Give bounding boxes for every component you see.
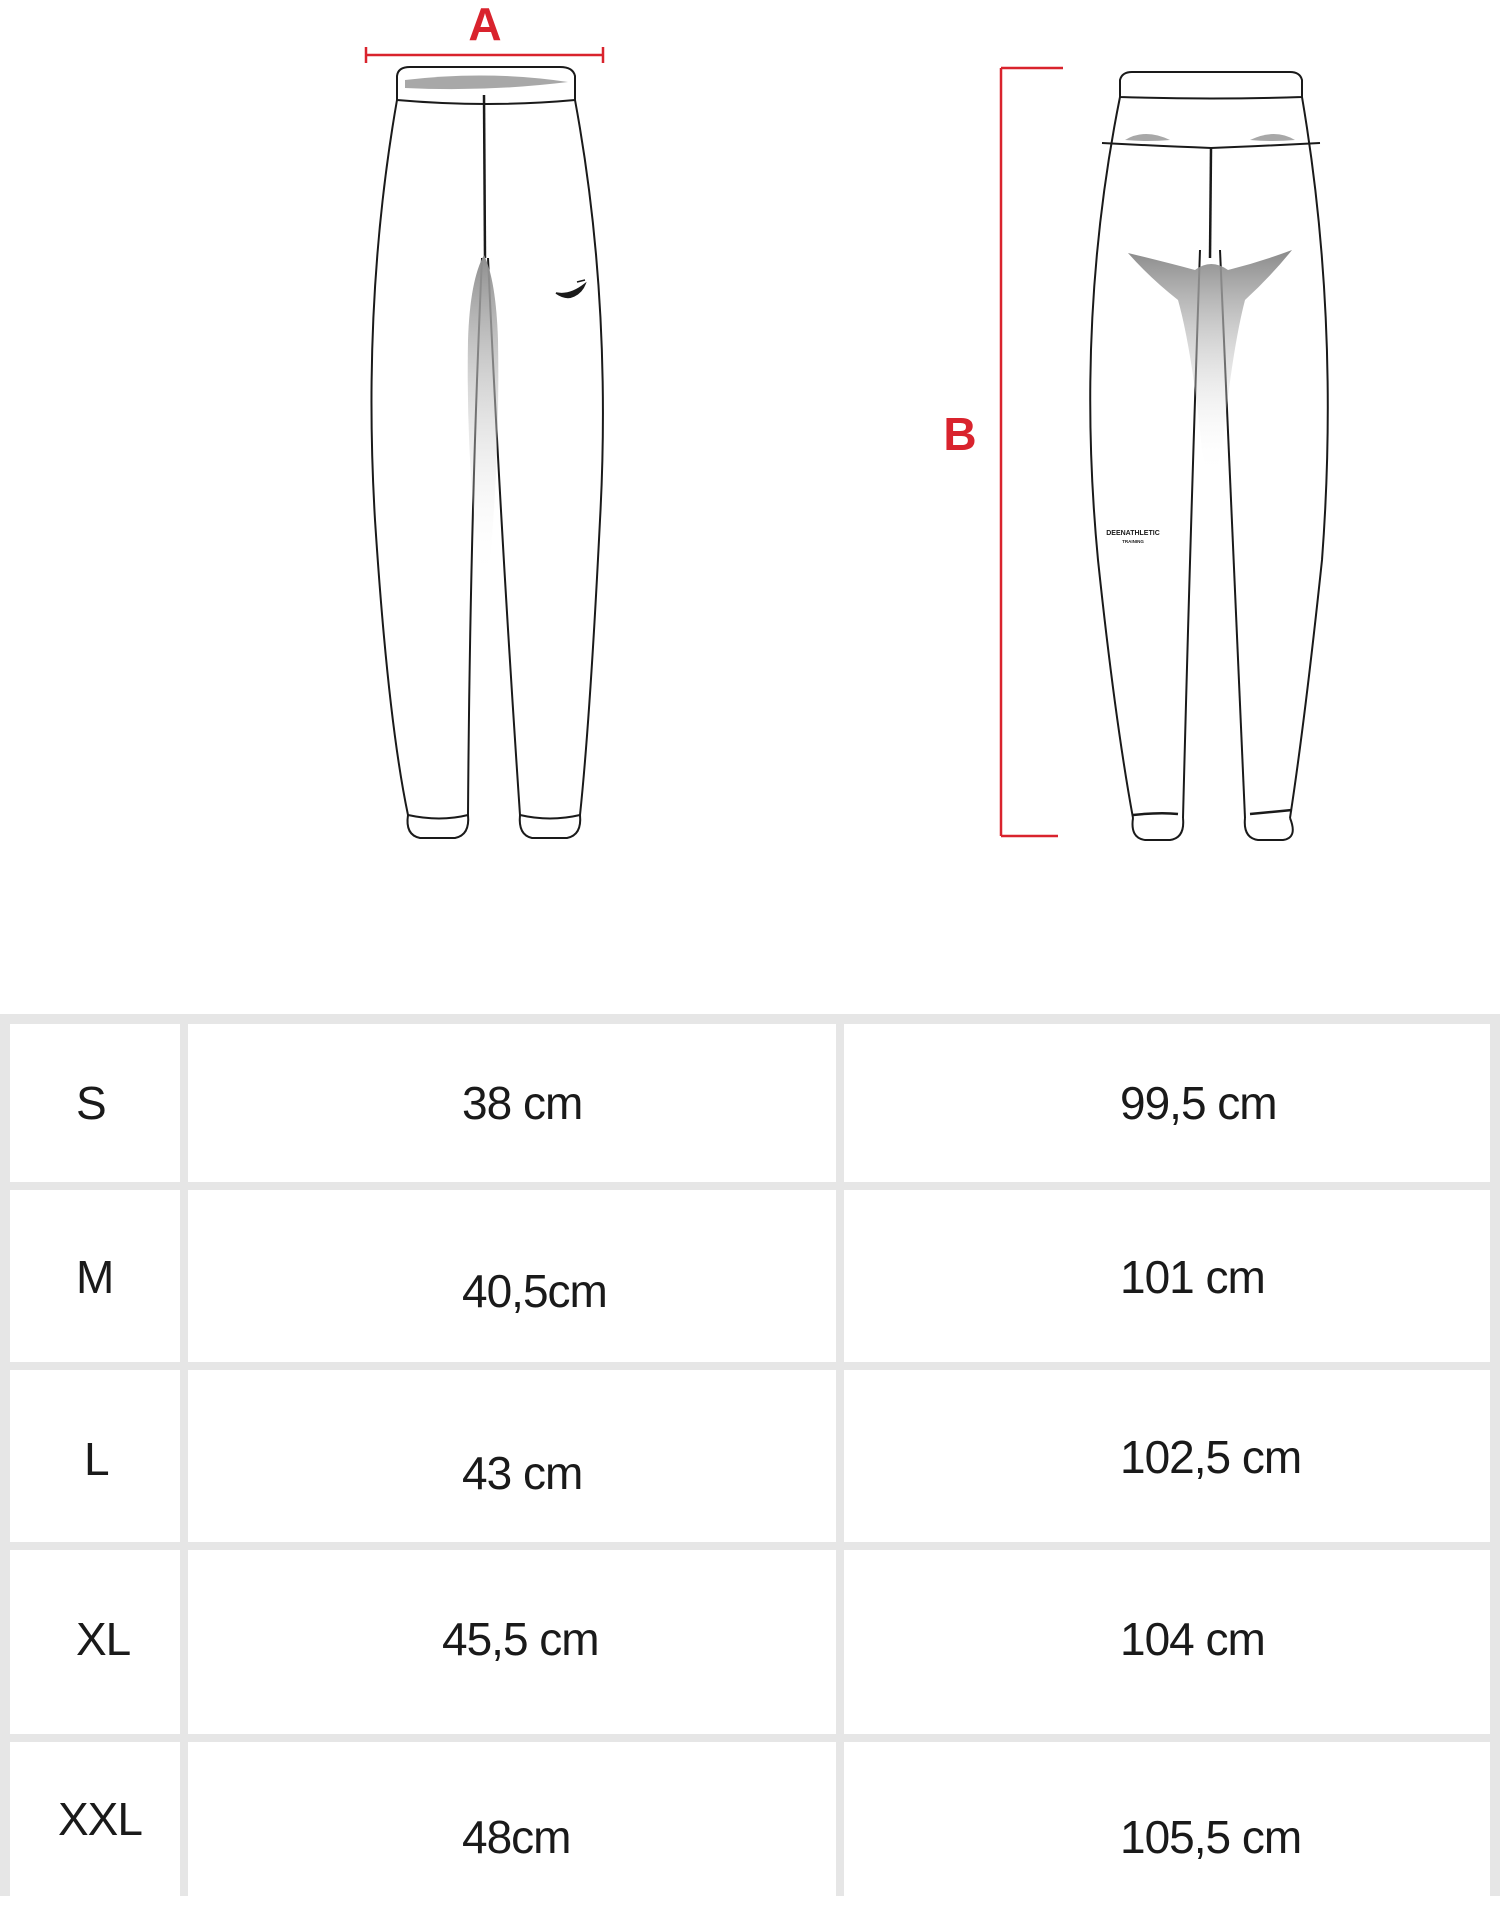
back-center-seam	[1210, 148, 1211, 258]
table-row-a-cell	[188, 1742, 836, 1896]
front-right-cuff	[520, 815, 580, 838]
size-label: M	[76, 1251, 114, 1303]
back-waistband	[1120, 72, 1302, 99]
measurement-b-value: 99,5 cm	[1120, 1077, 1277, 1129]
table-row-b-cell	[844, 1550, 1490, 1734]
back-right-cuff	[1245, 818, 1293, 840]
table-row-size-cell	[10, 1742, 180, 1896]
back-brand-text: DEENATHLETIC	[1106, 530, 1160, 537]
table-row-a-cell	[188, 1024, 836, 1182]
front-center-seam	[484, 95, 485, 258]
measurement-a-value: 40,5cm	[462, 1265, 607, 1317]
back-left-cuff	[1133, 818, 1184, 840]
measurement-a-value: 43 cm	[462, 1447, 583, 1499]
measurement-b-value: 105,5 cm	[1120, 1811, 1302, 1863]
dimension-b-label: B	[943, 408, 977, 460]
measurement-a-value: 45,5 cm	[442, 1613, 599, 1665]
size-table	[0, 1014, 1500, 1896]
back-right-pocket-shading	[1250, 134, 1295, 141]
table-row-a-cell	[188, 1190, 836, 1362]
back-left-pocket-shading	[1125, 134, 1170, 141]
table-row-a-cell	[188, 1370, 836, 1542]
measurement-b-value: 102,5 cm	[1120, 1431, 1302, 1483]
back-left-leg	[1090, 97, 1133, 818]
table-row-b-cell	[844, 1742, 1490, 1896]
back-right-hem-mark	[1250, 810, 1292, 814]
back-right-leg	[1290, 97, 1328, 818]
front-right-leg	[575, 100, 603, 815]
size-label: L	[84, 1433, 109, 1485]
back-crotch-shading	[1128, 250, 1292, 475]
back-left-hem-mark	[1133, 813, 1178, 815]
table-row-b-cell	[844, 1190, 1490, 1362]
table-row-b-cell	[844, 1370, 1490, 1542]
table-row-size-cell	[10, 1190, 180, 1362]
front-left-cuff	[408, 815, 469, 838]
dimension-a-label: A	[468, 0, 502, 50]
back-yoke	[1102, 143, 1320, 148]
measurement-a-value: 48cm	[462, 1811, 571, 1863]
measurement-a-value: 38 cm	[462, 1077, 583, 1129]
table-row-a-cell	[188, 1550, 836, 1734]
size-label: XL	[76, 1613, 131, 1665]
measurement-b-value: 104 cm	[1120, 1613, 1265, 1665]
back-brand-subtext: TRAINING	[1122, 539, 1144, 544]
table-row-b-cell	[844, 1024, 1490, 1182]
front-waistband-inner	[405, 75, 568, 89]
front-logo-icon	[556, 280, 585, 297]
table-row-size-cell	[10, 1024, 180, 1182]
front-left-leg	[371, 100, 408, 815]
size-label: S	[76, 1077, 106, 1129]
table-row-size-cell	[10, 1370, 180, 1542]
table-row-size-cell	[10, 1550, 180, 1734]
dimension-b-line	[1001, 68, 1063, 836]
size-label: XXL	[58, 1793, 142, 1845]
measurement-b-value: 101 cm	[1120, 1251, 1265, 1303]
